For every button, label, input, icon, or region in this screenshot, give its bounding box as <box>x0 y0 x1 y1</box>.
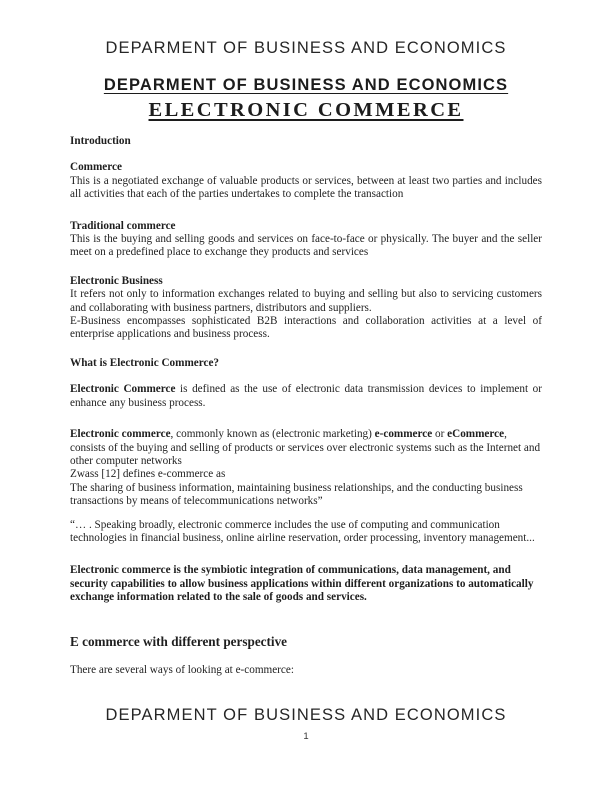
perspective-paragraph: There are several ways of looking at e-commerce: <box>70 663 294 676</box>
electronic-business-paragraph-1: It refers not only to information exchanges related to buying and selling but also to servicing customers and collaborating with business partners, distributors and suppliers. <box>70 288 542 314</box>
header-department-line: DEPARMENT OF BUSINESS AND ECONOMICS <box>105 39 507 57</box>
ec-known-as-mid-2: or <box>432 428 448 441</box>
perspective-heading: E commerce with different perspective <box>70 633 288 649</box>
ec-known-as-bold-3: eCommerce <box>447 428 505 441</box>
ec-known-as-paragraph <box>70 428 542 468</box>
section-electronic-business <box>70 275 542 342</box>
ec-known-as-rest: , consists of the buying and selling of products or services over electronic systems such as the Internet and other computer networks <box>70 428 541 467</box>
traditional-commerce-paragraph: This is the buying and selling goods and services on face-to-face or physically. The buyer and the seller meet on a predefined place to exchange they products and services <box>70 233 542 259</box>
document-title: ELECTRONIC COMMERCE <box>148 99 464 121</box>
traditional-commerce-heading: Traditional commerce <box>70 219 176 232</box>
ec-known-as-mid-1: , commonly known as (electronic marketing) <box>170 428 375 441</box>
electronic-business-heading: Electronic Business <box>70 274 163 287</box>
footer-department-line: DEPARMENT OF BUSINESS AND ECONOMICS <box>105 706 507 724</box>
ec-known-as-bold-2: e-commerce <box>374 428 433 441</box>
ec-known-as-bold-1: Electronic commerce <box>70 428 171 441</box>
page-number: 1 <box>303 731 309 742</box>
what-is-ec-heading: What is Electronic Commerce? <box>70 356 220 369</box>
document-body <box>70 135 542 677</box>
section-commerce <box>70 161 542 201</box>
commerce-heading: Commerce <box>70 161 122 174</box>
introduction-heading: Introduction <box>70 135 131 147</box>
commerce-paragraph: This is a negotiated exchange of valuable products or services, between at least two parties and includes all activities that each of the parties undertakes to complete the transaction <box>70 174 542 201</box>
header-department-underlined: DEPARMENT OF BUSINESS AND ECONOMICS <box>103 76 509 94</box>
electronic-business-paragraph-2: E-Business encompasses sophisticated B2B interactions and collaboration activities at a level of enterprise applications and business process. <box>70 315 542 341</box>
ec-defined-bold-lead: Electronic Commerce <box>70 383 176 396</box>
ec-defined-paragraph <box>70 383 542 410</box>
ec-defined-rest: is defined as the use of electronic data transmission devices to implement or enhance any business process. <box>70 383 542 409</box>
symbiotic-integration-paragraph: Electronic commerce is the symbiotic integration of communications, data management, and security capabilities to allow business applications within different organizations to automatically exchange information related to the sale of goods and services. <box>70 564 534 604</box>
zwass-definition: The sharing of business information, maintaining business relationships, and the conducting business transactions by means of telecommunications networks” <box>70 481 523 508</box>
speaking-broadly-quote: “… . Speaking broadly, electronic commerce includes the use of computing and communication technologies in financial business, online airline reservation, order processing, inventory management... <box>70 518 535 544</box>
section-traditional-commerce <box>70 220 542 260</box>
zwass-line: Zwass [12] defines e-commerce as <box>70 468 226 481</box>
